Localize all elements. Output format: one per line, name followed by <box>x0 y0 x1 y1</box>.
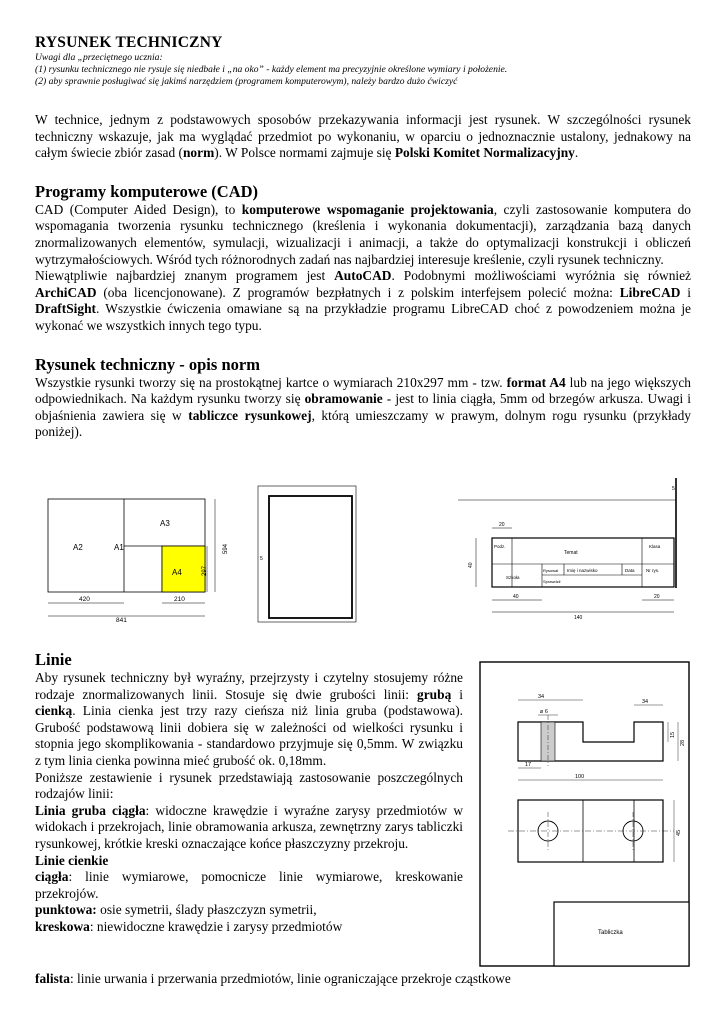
page-title: RYSUNEK TECHNICZNY <box>35 34 223 51</box>
title-block-cell: Nr rys. <box>646 568 660 573</box>
note-line: (1) rysunku technicznego nie rysuje się niedbałe i „na oko” - każdy element ma precyzyjnie określone wymiary i położenie. <box>35 64 508 75</box>
dim-label: 841 <box>116 617 127 624</box>
lines-intro: Aby rysunek techniczny był wyraźny, przejrzysty i czytelny stosujemy różne rodzaje znormalizowanych linii. Stosuje się dwie grubości linii: grubą i cienką. Linia cienka jest trzy razy cieńsza niż linia gruba (podstawowa). Grubość podstawową linii dobiera się w zależności od wielkości rysunku i stopnia jego skomplikowania - standardowo przyjmuje się 0,5mm. W związku z tym linia cienka powinna mieć grubość ok. 0,18mm. <box>35 670 463 768</box>
dim-label: 40 <box>468 562 474 568</box>
dim-label: 15 <box>670 731 676 738</box>
title-block-cell: Rysował <box>543 568 559 573</box>
cad-heading: Programy komputerowe (CAD) <box>35 181 259 201</box>
dim-label: 28 <box>680 739 686 746</box>
dim-label: 5 <box>672 486 675 492</box>
dim-label: 17 <box>525 762 532 768</box>
format-label: A3 <box>160 519 170 528</box>
thick-line-description: Linia gruba ciągła: widoczne krawędzie i wyraźne zarysy przedmiotów w widokach i przekrojach, linie obramowania arkusza, zewnętrzny zarys tabliczki rysunkowej, krótkie kreski oznaczające końce płaszczyzny przekroju. <box>35 802 463 851</box>
dim-label: 34 <box>538 694 545 700</box>
lines-intro-2: Poniższe zestawienie i rysunek przedstawiają zastosowanie poszczególnych rodzajów linii: <box>35 769 463 802</box>
title-block-cell: Podz. <box>494 544 506 549</box>
title-block-cell: Imię i nazwisko <box>567 568 598 573</box>
student-notes <box>35 52 691 88</box>
dim-label: 297 <box>202 565 208 576</box>
dim-label: 40 <box>513 594 519 600</box>
lines-heading: Linie <box>35 650 72 669</box>
title-block-label: Tabliczka <box>598 930 623 936</box>
title-block-cell: Szkoła <box>506 575 520 580</box>
cad-programs-paragraph: Niewątpliwie najbardziej znanym programem jest AutoCAD. Podobnymi możliwościami wyróżnia się również ArchiCAD (oba licencjonowane). Z programów bezpłatnych i z polskim interfejsem polecić można: LibreCAD i DraftSight. Wszystkie ćwiczenia omawiane są na przykładzie programu LibreCAD choć z powodzeniem można je wykonać we wszystkich innych tego typu. <box>35 268 691 333</box>
title-block-cell: Sprawdził <box>543 579 561 584</box>
title-block-cell: Data <box>625 568 635 573</box>
format-label: A1 <box>114 543 124 552</box>
dim-label: 420 <box>79 596 90 603</box>
dim-label: 210 <box>174 596 185 603</box>
dim-label: 5 <box>260 556 263 562</box>
norms-paragraph: Wszystkie rysunki tworzy się na prostokątnej kartce o wymiarach 210x297 mm - tzw. format A4 lub na jego większych odpowiednikach. Na każdym rysunku tworzy się obramowanie - jest to linia ciągła, 5mm od brzegów arkusza. Uwagi i objaśnienia zawiera się w tabliczce rysunkowej, którą umieszczamy w prawym, dolnym rogu rysunku (przykłady poniżej). <box>35 374 691 440</box>
cad-paragraph: CAD (Computer Aided Design), to komputerowe wspomaganie projektowania, czyli zastosowanie komputera do wspomagania tworzenia rysunku technicznego (kreślenia i wykonania dokumentacji), zarządzania bazą danych znormalizowanych elementów, symulacji, wizualizacji i animacji, a także do optymalizacji konstrukcji i obliczeń wytrzymałościowych. Wśród tych różnorodnych zadań nas najbardziej interesuje kreślenie, czyli rysunek techniczny. <box>35 201 691 267</box>
dim-label: 20 <box>654 594 660 600</box>
intro-paragraph: W technice, jednym z podstawowych sposobów przekazywania informacji jest rysunek. W szczególności rysunek techniczny wskazuje, jak ma wyglądać przedmiot po wykonaniu, w oparciu o jednoznacznie ustalony, jednakowy na całym świecie zbiór zasad (norm). W Polsce normami zajmuje się Polski Komitet Normalizacyjny. <box>35 112 691 161</box>
part-drawing <box>478 660 692 970</box>
dim-label: 45 <box>676 829 682 836</box>
sheet-outline <box>258 486 356 622</box>
title-block-diagram <box>456 476 692 622</box>
dim-label: 34 <box>642 699 649 705</box>
thin-lines-heading: Linie cienkie <box>35 852 109 868</box>
dim-label: 20 <box>499 522 505 528</box>
thin-line-item: ciągła: linie wymiarowe, pomocnicze linie wymiarowe, kreskowanie przekrojów. <box>35 869 463 901</box>
thin-line-item: falista: linie urwania i przerwania przedmiotów, linie ograniczające przekroje cząstkowe <box>35 971 511 986</box>
format-label: A2 <box>73 543 83 552</box>
document-page <box>35 34 691 441</box>
format-label: A4 <box>172 568 182 577</box>
dim-label: 140 <box>574 615 583 621</box>
dim-label: ⌀ 6 <box>540 709 548 715</box>
note-line: Uwagi dla „przeciętnego ucznia: <box>35 52 163 63</box>
title-block-cell: Klasa <box>649 544 661 549</box>
note-line: (2) aby sprawnie posługiwać się jakimś narzędziem (programem komputerowym), należy bardzo dużo ćwiczyć <box>35 76 458 87</box>
dim-label: 594 <box>223 543 229 554</box>
norms-heading: Rysunek techniczny - opis norm <box>35 354 260 374</box>
title-block-cell: Temat <box>564 550 578 556</box>
lines-section <box>35 650 463 936</box>
thin-line-item: punktowa: osie symetrii, ślady płaszczyzn symetrii, <box>35 902 317 918</box>
format-a4-highlight <box>162 546 205 592</box>
thin-line-item: kreskowa: niewidoczne krawędzie i zarysy przedmiotów <box>35 918 343 934</box>
frame-example-diagram <box>256 484 360 624</box>
paper-formats-diagram <box>40 496 240 628</box>
dim-label: 100 <box>575 774 585 780</box>
